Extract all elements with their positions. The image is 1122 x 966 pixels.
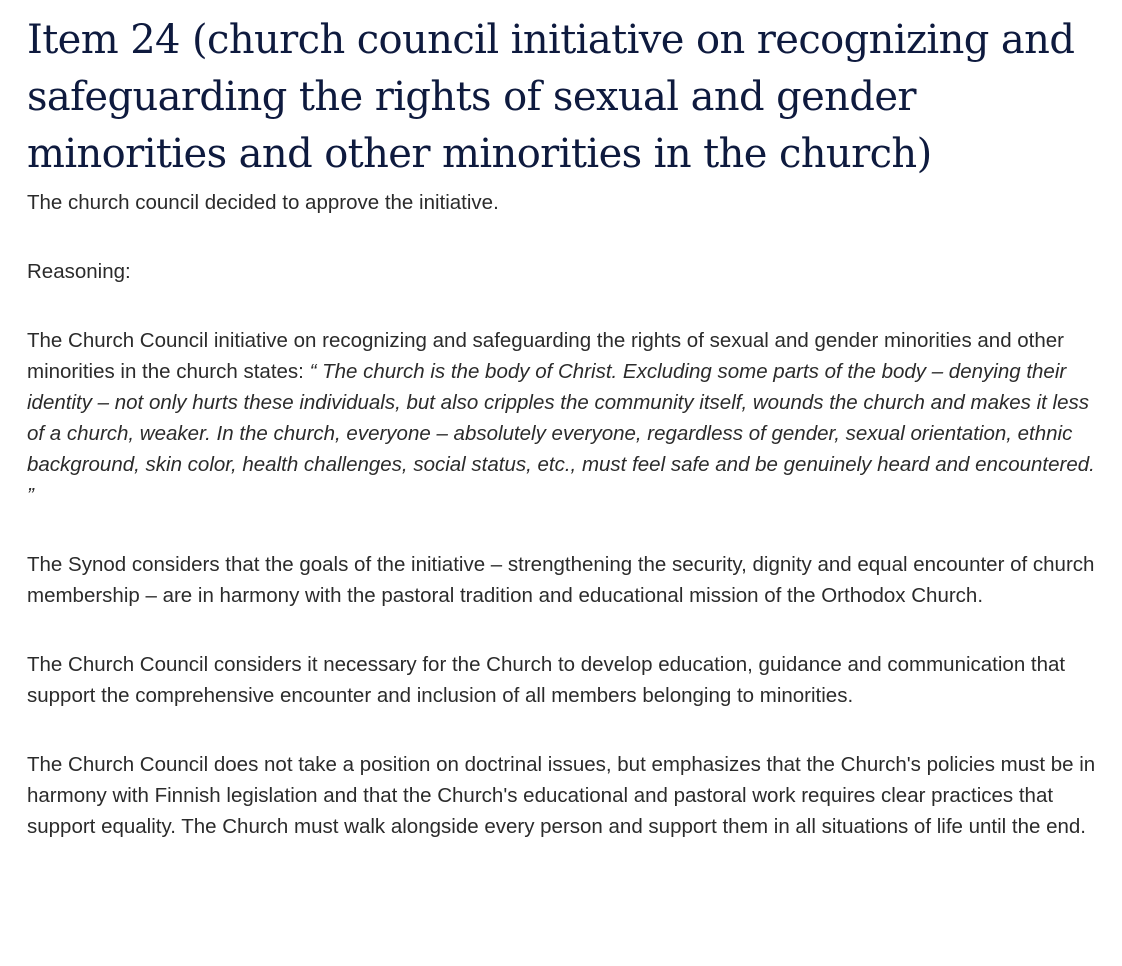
document-body bbox=[27, 12, 1102, 842]
item-title: Item 24 (church council initiative on recognizing and safeguarding the rights of sexual and gender minorities and other minorities in the church) bbox=[27, 17, 1075, 177]
synod-paragraph: The Synod considers that the goals of the initiative – strengthening the security, dignity and equal encounter of church membership – are in harmony with the pastoral tradition and educational mission of the Orthodox Church. bbox=[27, 553, 1095, 607]
initiative-quote: “ The church is the body of Christ. Excluding some parts of the body – denying their identity – not only hurts these individuals, but also cripples the community itself, wounds the church and makes it less of a church, weaker. In the church, everyone – absolutely everyone, regardless of gender, sexual orientation, ethnic background, skin color, health challenges, social status, etc., must feel safe and be genuinely heard and encountered. ” bbox=[27, 360, 1095, 507]
initiative-paragraph bbox=[27, 325, 1102, 511]
council-education-paragraph: The Church Council considers it necessary for the Church to develop education, guidance and communication that support the comprehensive encounter and inclusion of all members belonging to minorities. bbox=[27, 653, 1066, 707]
initiative-intro: The Church Council initiative on recognizing and safeguarding the rights of sexual and gender minorities and other minorities in the church states: bbox=[27, 329, 1065, 383]
council-position-paragraph: The Church Council does not take a position on doctrinal issues, but emphasizes that the Church's policies must be in harmony with Finnish legislation and that the Church's educational and pastoral work requires clear practices that support equality. The Church must walk alongside every person and support them in all situations of life until the end. bbox=[27, 753, 1096, 838]
reasoning-label: Reasoning: bbox=[27, 260, 131, 283]
decision-text: The church council decided to approve the initiative. bbox=[27, 191, 499, 214]
